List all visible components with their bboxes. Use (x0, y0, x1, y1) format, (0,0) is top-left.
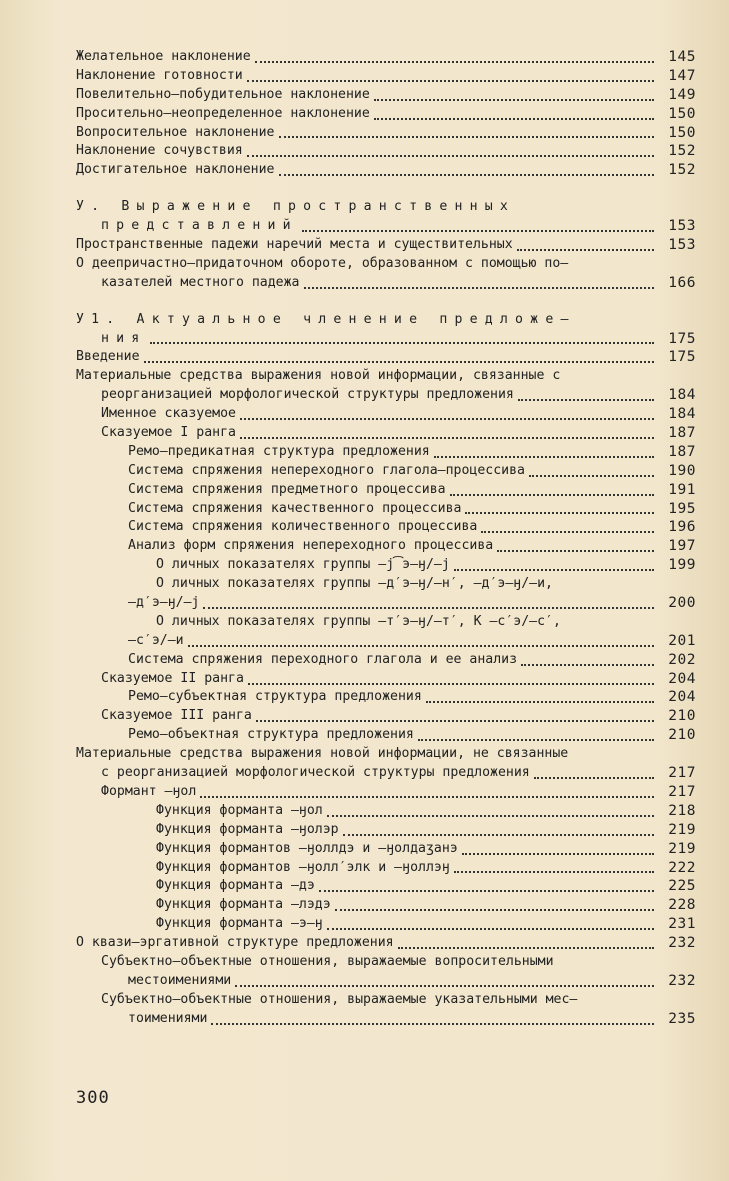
toc-page-number: 150 (668, 124, 696, 141)
toc-entry: реорганизацией морфологической структуры предложения 184 (101, 387, 696, 404)
toc-page-number: 145 (668, 48, 696, 65)
toc-entry-line: О личных показателях группы –д′э–ӈ/–н′, –д′э–ӈ/–и, (156, 576, 553, 592)
section-heading-cont: ния 175 (101, 330, 696, 347)
toc-entry: Функция форманта –лэдэ 228 (156, 897, 696, 914)
toc-page-number: 222 (668, 859, 696, 876)
toc-entry: Функция форманта –ӈолэр 219 (156, 821, 696, 838)
toc-entry: Система спряжения непереходного глагола–процессива 190 (128, 462, 696, 479)
section-heading: У. Выражение пространственных (76, 199, 516, 215)
section-heading-cont: представлений 153 (101, 218, 696, 235)
toc-entry: Повелительно–побудительное наклонение 149 (76, 86, 696, 103)
toc-entry: Функция форманта –ӈол 218 (156, 802, 696, 819)
toc-page-number: 150 (668, 105, 696, 122)
toc-page-number: 232 (668, 972, 696, 989)
toc-page-number: 175 (668, 330, 696, 347)
toc-entry: Вопросительное наклонение 150 (76, 124, 696, 141)
toc-entry: –д′э–ӈ/–ј 200 (128, 595, 696, 612)
toc-entry: О личных показателях группы –ј͡э–ӈ/–ј 199 (156, 557, 696, 574)
toc-entry: Наклонение готовности 147 (76, 67, 696, 84)
toc-page-number: 166 (668, 274, 696, 291)
toc-page-number: 195 (668, 500, 696, 517)
toc-entry: Система спряжения переходного глагола и ее анализ 202 (128, 651, 696, 668)
toc-page-number: 197 (668, 538, 696, 555)
toc-page-number: 187 (668, 443, 696, 460)
toc-page-number: 218 (668, 802, 696, 819)
toc-page-number: 201 (668, 632, 696, 649)
toc-entry: Желательное наклонение 145 (76, 48, 696, 65)
toc-entry: Анализ форм спряжения непереходного процессива 197 (128, 538, 696, 555)
toc-page-number: 149 (668, 86, 696, 103)
toc-page-number: 217 (668, 783, 696, 800)
toc-page-number: 235 (668, 1010, 696, 1027)
toc-entry-line: О личных показателях группы –т′э–ӈ/–т′, К –с′э/–с′, (156, 613, 561, 629)
toc-entry: тоимениями 235 (128, 1010, 696, 1027)
toc-entry: Ремо–субъектная структура предложения 204 (128, 689, 696, 706)
toc-entry: Формант –ӈол 217 (101, 783, 696, 800)
toc-page-number: 153 (668, 218, 696, 235)
toc-page-number: 217 (668, 765, 696, 782)
toc-entry: О квази–эргативной структуре предложения 232 (76, 935, 696, 952)
toc-entry: Ремо–предикатная структура предложения 187 (128, 443, 696, 460)
toc-entry: Пространственные падежи наречий места и существительных 153 (76, 237, 696, 253)
toc-page-number: 196 (668, 519, 696, 536)
toc-page-number: 219 (668, 821, 696, 838)
toc-entry: Именное сказуемое 184 (101, 406, 696, 423)
toc-page-number: 190 (668, 462, 696, 479)
toc-page-number: 175 (668, 349, 696, 366)
toc-page-number: 210 (668, 727, 696, 744)
toc-entry: –с′э/–и 201 (128, 632, 696, 649)
toc-page-number: 210 (668, 708, 696, 725)
toc-page-number: 200 (668, 595, 696, 612)
toc-entry: Сказуемое III ранга 210 (101, 708, 696, 725)
toc-entry: Наклонение сочувствия 152 (76, 143, 696, 160)
toc-page-number: 184 (668, 406, 696, 423)
toc-page-number: 231 (668, 916, 696, 933)
toc-entry: Функция форманта –дэ 225 (156, 878, 696, 895)
toc-page-number: 228 (668, 897, 696, 914)
toc-page-number: 219 (668, 840, 696, 857)
toc-entry-line: О деепричастно–придаточном обороте, образованном с помощью по– (76, 255, 569, 271)
table-of-contents (76, 48, 696, 1029)
toc-entry: казателей местного падежа 166 (101, 274, 696, 291)
toc-page-number: 147 (668, 67, 696, 84)
toc-page-number: 184 (668, 387, 696, 404)
toc-page-number: 187 (668, 425, 696, 442)
toc-page-number: 152 (668, 162, 696, 179)
toc-entry: Сказуемое II ранга 204 (101, 670, 696, 687)
toc-page-number: 199 (668, 557, 696, 574)
toc-page-number: 225 (668, 878, 696, 895)
toc-entry: с реорганизацией морфологической структуры предложения 217 (101, 765, 696, 782)
toc-entry-line: Материальные средства выражения новой информации, связанные с (76, 368, 561, 384)
toc-entry: Введение 175 (76, 349, 696, 366)
toc-page-number: 152 (668, 143, 696, 160)
toc-entry: Система спряжения качественного процессива 195 (128, 500, 696, 517)
toc-entry-line: Материальные средства выражения новой информации, не связанные (76, 746, 569, 762)
toc-page-number: 153 (668, 237, 696, 253)
toc-page-number: 202 (668, 651, 696, 668)
toc-entry: Функция формантов –ӈолл′элк и –ӈоллэӈ 222 (156, 859, 696, 876)
toc-entry: Функция формантов –ӈоллдэ и –ӈолдаӡанэ 219 (156, 840, 696, 857)
toc-entry: Просительно–неопределенное наклонение 150 (76, 105, 696, 122)
toc-page-number: 191 (668, 481, 696, 498)
toc-entry: Функция форманта –э–ӈ 231 (156, 916, 696, 933)
toc-page-number: 204 (668, 670, 696, 687)
toc-entry-line: Субъектно–объектные отношения, выражаемые указательными мес– (101, 991, 578, 1007)
toc-entry: Сказуемое I ранга 187 (101, 425, 696, 442)
toc-page-number: 232 (668, 935, 696, 952)
page-number: 300 (76, 1088, 110, 1108)
toc-entry: Достигательное наклонение 152 (76, 162, 696, 179)
toc-entry: Система спряжения количественного процессива 196 (128, 519, 696, 536)
toc-entry: местоимениями 232 (128, 972, 696, 989)
toc-entry-line: Субъектно–объектные отношения, выражаемые вопросительными (101, 953, 554, 969)
toc-entry: Система спряжения предметного процессива 191 (128, 481, 696, 498)
toc-page-number: 204 (668, 689, 696, 706)
section-heading: У1. Актуальное членение предложе– (76, 311, 576, 327)
toc-entry: Ремо–объектная структура предложения 210 (128, 727, 696, 744)
